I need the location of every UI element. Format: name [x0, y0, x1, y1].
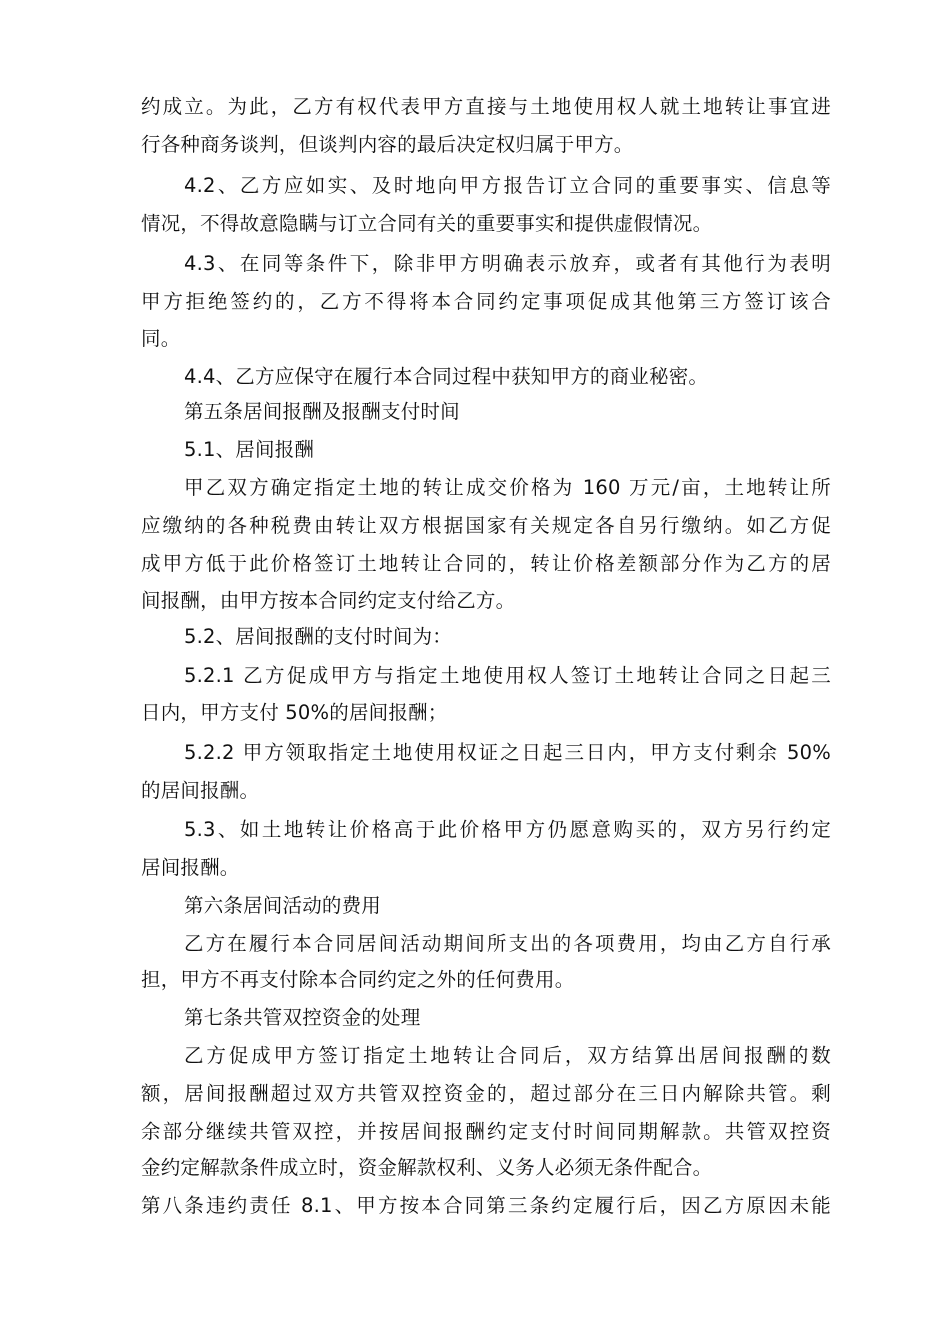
paragraph-line: 约成立。为此，乙方有权代表甲方直接与土地使用权人就土地转让事宜进 — [141, 95, 831, 118]
paragraph-line: 余部分继续共管双控，并按居间报酬约定支付时间同期解款。共管双控资 — [141, 1120, 831, 1143]
paragraph-line: 5.3、如土地转让价格高于此价格甲方仍愿意购买的，双方另行约定 — [184, 818, 831, 841]
subsection-heading: 5.2、居间报酬的支付时间为： — [184, 625, 453, 648]
paragraph-line: 担，甲方不再支付除本合同约定之外的任何费用。 — [141, 968, 575, 991]
paragraph-line: 额，居间报酬超过双方共管双控资金的，超过部分在三日内解除共管。剩 — [141, 1082, 831, 1105]
paragraph-line: 乙方在履行本合同居间活动期间所支出的各项费用，均由乙方自行承 — [184, 932, 831, 955]
section-heading: 第六条居间活动的费用 — [184, 894, 382, 917]
paragraph-line: 应缴纳的各种税费由转让双方根据国家有关规定各自另行缴纳。如乙方促 — [141, 514, 831, 537]
subsection-heading: 5.1、居间报酬 — [184, 438, 315, 461]
section-heading: 第七条共管双控资金的处理 — [184, 1006, 421, 1029]
paragraph-line: 乙方促成甲方签订指定土地转让合同后，双方结算出居间报酬的数 — [184, 1044, 831, 1067]
paragraph-line: 行各种商务谈判，但谈判内容的最后决定权归属于甲方。 — [141, 133, 634, 156]
paragraph-line: 4.3、在同等条件下，除非甲方明确表示放弃，或者有其他行为表明 — [184, 252, 831, 275]
paragraph-line: 5.2.1 乙方促成甲方与指定土地使用权人签订土地转让合同之日起三 — [184, 664, 831, 687]
paragraph-line: 同。 — [141, 327, 181, 350]
paragraph-line: 间报酬，由甲方按本合同约定支付给乙方。 — [141, 589, 516, 612]
paragraph-line: 4.2、乙方应如实、及时地向甲方报告订立合同的重要事实、信息等 — [184, 174, 831, 197]
paragraph-line: 甲乙双方确定指定土地的转让成交价格为 160 万元/亩，土地转让所 — [184, 476, 831, 499]
paragraph-line: 日内，甲方支付 50%的居间报酬； — [141, 701, 448, 724]
paragraph-line: 5.2.2 甲方领取指定土地使用权证之日起三日内，甲方支付剩余 50% — [184, 741, 831, 764]
paragraph-line: 甲方拒绝签约的，乙方不得将本合同约定事项促成其他第三方签订该合 — [141, 290, 831, 313]
paragraph-line: 居间报酬。 — [141, 856, 240, 879]
paragraph-line: 的居间报酬。 — [141, 779, 260, 802]
section-heading: 第五条居间报酬及报酬支付时间 — [184, 400, 460, 423]
paragraph-line: 第八条违约责任 8.1、甲方按本合同第三条约定履行后，因乙方原因未能 — [141, 1194, 831, 1217]
paragraph-line: 情况，不得故意隐瞒与订立合同有关的重要事实和提供虚假情况。 — [141, 212, 713, 235]
paragraph-line: 成甲方低于此价格签订土地转让合同的，转让价格差额部分作为乙方的居 — [141, 552, 831, 575]
paragraph-line: 金约定解款条件成立时，资金解款权利、义务人必须无条件配合。 — [141, 1156, 713, 1179]
paragraph-line: 4.4、乙方应保守在履行本合同过程中获知甲方的商业秘密。 — [184, 365, 709, 388]
